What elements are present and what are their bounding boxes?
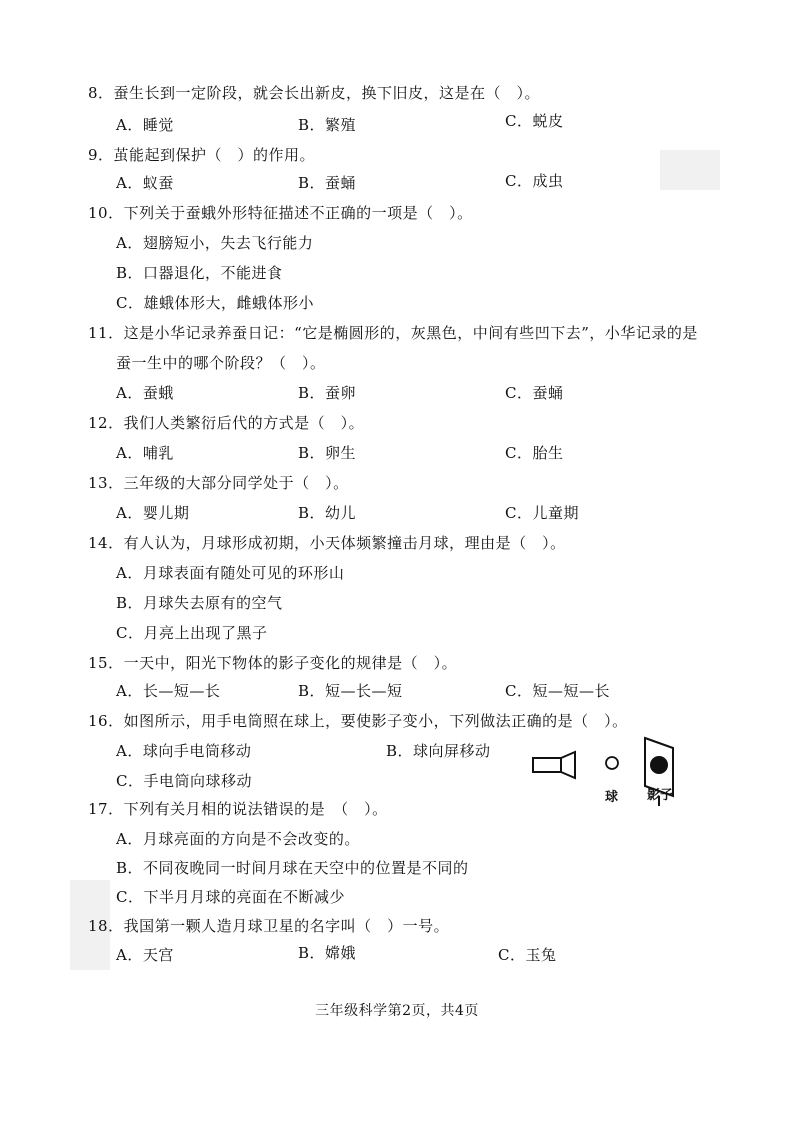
question-10: 10．下列关于蚕蛾外形特征描述不正确的一项是（ ）。 — [88, 204, 473, 222]
scan-smudge — [660, 150, 720, 190]
question-8: 8．蚕生长到一定阶段，就会长出新皮，换下旧皮，这是在（ ）。 — [88, 84, 541, 102]
option: B．口器退化，不能进食 — [116, 264, 283, 282]
question-13: 13．三年级的大部分同学处于（ ）。 — [88, 474, 349, 492]
question-17: 17．下列有关月相的说法错误的是 （ ）。 — [88, 800, 388, 818]
flashlight-icon — [533, 752, 575, 778]
option: B．卵生 — [298, 444, 357, 462]
question-9: 9．茧能起到保护（ ）的作用。 — [88, 146, 316, 164]
option: C．雄蛾体形大，雌蛾体形小 — [116, 294, 314, 312]
option: C．蚕蛹 — [505, 384, 564, 402]
question-11-continued: 蚕一生中的哪个阶段？（ ）。 — [116, 354, 326, 372]
option: C．短—短—长 — [505, 682, 610, 700]
option: C．手电筒向球移动 — [116, 772, 252, 790]
question-14: 14．有人认为，月球形成初期，小天体频繁撞击月球，理由是（ ）。 — [88, 534, 566, 552]
shadow-label: 影子 — [647, 788, 674, 803]
option: C．胎生 — [505, 444, 564, 462]
option: B．繁殖 — [298, 116, 357, 134]
question-16: 16．如图所示，用手电筒照在球上，要使影子变小，下列做法正确的是（ ）。 — [88, 712, 628, 730]
option: A．翅膀短小，失去飞行能力 — [116, 234, 314, 252]
option: B．蚕卵 — [298, 384, 357, 402]
option: A．哺乳 — [116, 444, 174, 462]
question-11: 11．这是小华记录养蚕日记：“它是椭圆形的，灰黑色，中间有些凹下去”，小华记录的是 — [88, 324, 698, 342]
option: B．不同夜晚同一时间月球在天空中的位置是不同的 — [116, 859, 469, 877]
option: C．玉兔 — [498, 946, 557, 964]
question-12: 12．我们人类繁衍后代的方式是（ ）。 — [88, 414, 365, 432]
ball-label: 球 — [605, 790, 619, 805]
option: A．蚁蚕 — [116, 174, 174, 192]
option: A．蚕蛾 — [116, 384, 174, 402]
option: B．短—长—短 — [298, 682, 403, 700]
option: A．长—短—长 — [116, 682, 221, 700]
option: B．蚕蛹 — [298, 174, 357, 192]
option: A．天宫 — [116, 946, 174, 964]
option: A．睡觉 — [116, 116, 174, 134]
option: C．儿童期 — [505, 504, 579, 522]
option: C．成虫 — [505, 172, 564, 190]
option: A．月球亮面的方向是不会改变的。 — [116, 830, 360, 848]
flashlight-ball-shadow-diagram — [525, 728, 695, 808]
ball-icon — [606, 757, 618, 769]
option: B．球向屏移动 — [386, 742, 491, 760]
option: A．球向手电筒移动 — [116, 742, 252, 760]
page-footer: 三年级科学第2页，共4页 — [315, 1003, 479, 1019]
option: C．月亮上出现了黑子 — [116, 624, 268, 642]
option: B．嫦娥 — [298, 944, 357, 962]
question-15: 15．一天中，阳光下物体的影子变化的规律是（ ）。 — [88, 654, 458, 672]
option: B．幼儿 — [298, 504, 357, 522]
option: C．蜕皮 — [505, 112, 564, 130]
shadow-icon — [650, 756, 668, 774]
option: A．婴儿期 — [116, 504, 190, 522]
option: C．下半月月球的亮面在不断减少 — [116, 888, 345, 906]
option: A．月球表面有随处可见的环形山 — [116, 564, 345, 582]
option: B．月球失去原有的空气 — [116, 594, 283, 612]
question-18: 18．我国第一颗人造月球卫星的名字叫（ ）一号。 — [88, 917, 450, 935]
